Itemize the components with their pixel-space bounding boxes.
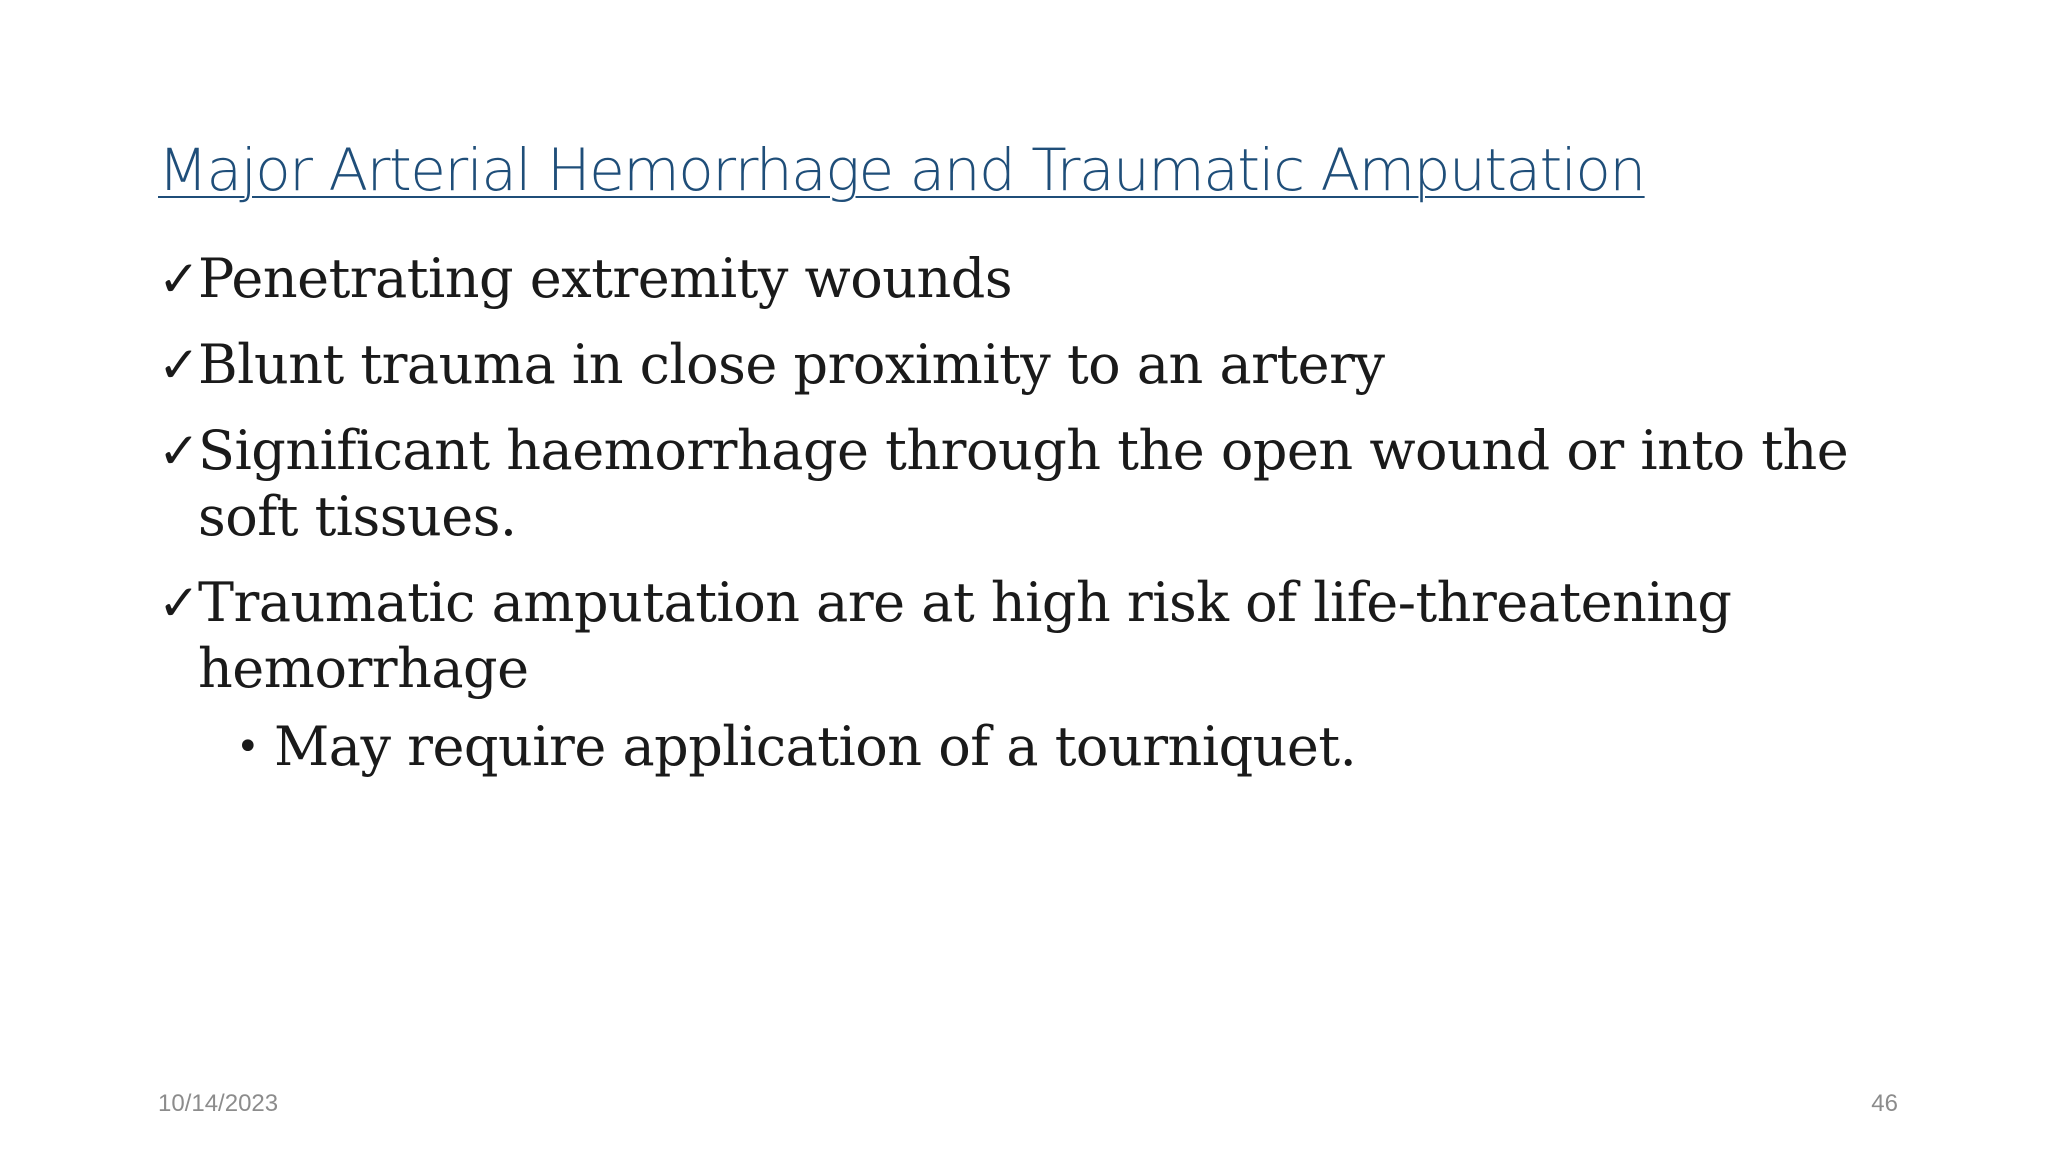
bullet-text: Traumatic amputation are at high risk of life-threatening hemorrhage	[198, 571, 1732, 700]
bullet-item	[158, 418, 1918, 550]
bullet-text: Penetrating extremity wounds	[198, 247, 1013, 310]
page-number: 46	[1871, 1090, 1898, 1117]
sub-bullet-text: May require application of a tourniquet.	[274, 715, 1357, 778]
bullet-text: Blunt trauma in close proximity to an artery	[198, 333, 1385, 396]
bullet-item	[158, 570, 1918, 702]
sub-bullet-item	[158, 714, 1918, 780]
bullet-list	[158, 246, 1918, 780]
footer-date: 10/14/2023	[158, 1090, 279, 1117]
slide-title: Major Arterial Hemorrhage and Traumatic Amputation	[158, 136, 1645, 204]
bullet-item	[158, 332, 1918, 398]
bullet-text: Significant haemorrhage through the open wound or into the soft tissues.	[198, 419, 1849, 548]
checkmark-icon: ✓	[158, 336, 200, 394]
checkmark-icon: ✓	[158, 250, 200, 308]
bullet-dot-icon: •	[236, 724, 260, 770]
bullet-item	[158, 246, 1918, 312]
checkmark-icon: ✓	[158, 422, 200, 480]
checkmark-icon: ✓	[158, 574, 200, 632]
